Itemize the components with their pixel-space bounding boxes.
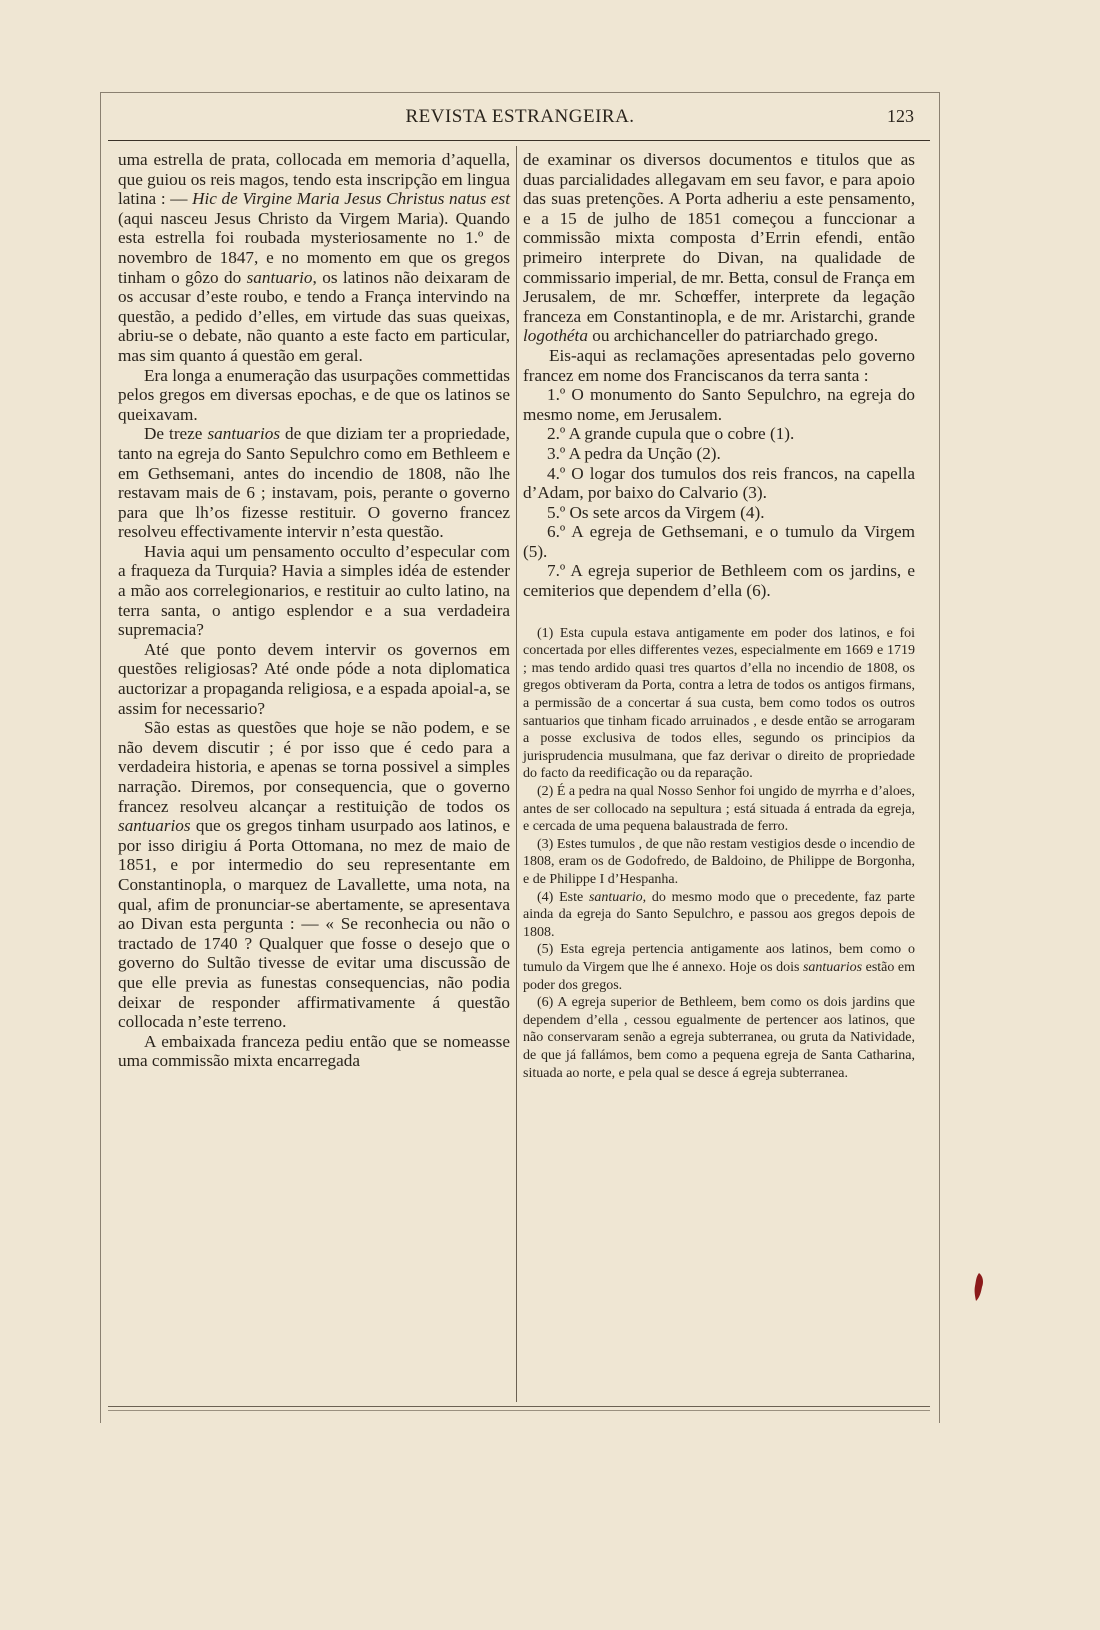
footnotes: [523, 625, 915, 1082]
paragraph: [523, 150, 915, 346]
list-item: 6.º A egreja de Gethsemani, e o tumulo da Virgem (5).: [523, 522, 915, 561]
italic-term: santuario: [246, 267, 313, 287]
footnote: (6) A egreja superior de Bethleem, bem como os dois jardins que dependem d’ella , cessou egualmente de pertencer aos latinos, que não conservaram senão a egreja subterranea, ou gruta da Natividade, de que já fallámos, bem como a pequena egreja de Santa Catharina, situada ao norte, e pela qual se desce á egreja subterranea.: [523, 995, 915, 1081]
list-item: 2.º A grande cupula que o cobre (1).: [547, 424, 795, 444]
text-run: estão em poder dos gregos.: [523, 959, 916, 993]
text-run: uma estrella de prata, collocada em memoria d’aquella, que guiou os reis magos, tendo esta inscripção em lingua latina : —: [118, 150, 510, 209]
paragraph: [118, 150, 510, 366]
text-run: (5) Esta egreja pertencia antigamente aos latinos, bem como o tumulo da Virgem que lhe é annexo. Hoje os dois: [523, 942, 915, 975]
list-item: 1.º O monumento do Santo Sepulchro, na egreja do mesmo nome, em Jerusalem.: [523, 385, 915, 424]
ink-blot-mark: [972, 1272, 986, 1302]
list-item: 3.º A pedra da Unção (2).: [547, 443, 721, 463]
footnote: (2) É a pedra na qual Nosso Senhor foi ungido de myrrha e d’aloes, antes de ser collocado na sepultura ; está situada á entrada da egreja, e cercada de uma pequena balaustrada de ferro.: [523, 784, 915, 835]
text-run: ou archichanceller do patriarchado grego.: [587, 326, 879, 346]
footnote: [523, 941, 915, 994]
italic-term: santuarios: [207, 424, 281, 444]
text-run: São estas as questões que hoje se não podem, e se não devem discutir ; é por isso que é cedo para a verdadeira historia, e apenas se torna possivel a simples narração. Diremos, por consequencia, que o governo francez resolveu alcançar a restituição de todos os: [118, 718, 510, 816]
text-run: que os gregos tinham usurpado aos latinos, e por isso dirigiu á Porta Ottomana, no mez de maio de 1851, e por intermedio do seu representante em Constantinopla, o marquez de Lavallette, uma nota, na qual, afim de pronunciar-se abertamente, se apresentava ao Divan esta pergunta : — « Se reconhecia ou não o tractado de 1740 ? Qualquer que fosse o desejo que o governo do Sultão tivesse de evitar uma discussão de que elle previa as funestas consequencias, não podia deixar de responder affirmativamente á questão collocada n’este terreno.: [118, 816, 510, 1032]
paragraph: Era longa a enumeração das usurpações commettidas pelos gregos em diversas epochas, e de que os latinos se queixavam.: [118, 365, 510, 424]
bottom-rule: [108, 1406, 930, 1407]
bottom-rule-thin: [108, 1410, 930, 1411]
claims-list: [523, 385, 915, 601]
text-run: de examinar os diversos documentos e titulos que as duas parcialidades allegavam em seu favor, e para apoio das suas pretenções. A Porta adheriu a este pensamento, e a 15 de julho de 1851 começou a funccionar a commissão mixta composta d’Errin efendi, então primeiro interprete do Divan, na qualidade de commissario imperial, de mr. Betta, consul de França em Jerusalem, de mr. Schœffer, interprete da legação franceza em Constantinopla, e de mr. Aristarchi, grande: [523, 150, 915, 326]
italic-term: logothéta: [523, 326, 588, 346]
footnote: (1) Esta cupula estava antigamente em poder dos latinos, e foi concertada por elles differentes vezes, especialmente em 1669 e 1719 ; mas tendo ardido quasi tres quartos d’ella no incendio de 1808, os gregos obtiveram da Porta, contra a letra de todos os antigos firmans, a permissão de a concertar á sua custa, bem como todos os outros santuarios que tinham ficado arruinados , e desde então se arrogaram a posse exclusiva de todos elles, segundo os principios da jurisprudencia musulmana, que faz derivar o direito de propriedade do facto da reedificação ou da reparação.: [523, 625, 915, 782]
notes-separator: [523, 601, 915, 625]
left-column: [118, 150, 510, 1071]
latin-inscription: Hic de Virgine Maria Jesus Christus natus est: [192, 189, 511, 209]
footnote: [523, 889, 915, 942]
footnote: (3) Estes tumulos , de que não restam vestigios desde o incendio de 1808, eram os de Godofredo, de Baldoino, de Philippe de Borgonha, e de Philippe I d’Hespanha.: [523, 836, 915, 887]
column-divider: [516, 146, 517, 1402]
text-run: , do mesmo modo que o precedente, faz parte ainda da egreja do Santo Sepulchro, e passou aos gregos depois de 1808.: [523, 889, 915, 940]
list-item: 7.º A egreja superior de Bethleem com os jardins, e cemiterios que dependem d’ella (6).: [523, 561, 915, 601]
header-rule: [108, 140, 930, 141]
italic-term: santuarios: [802, 959, 863, 975]
list-item: 4.º O logar dos tumulos dos reis francos, na capella d’Adam, por baixo do Calvario (3).: [523, 463, 915, 503]
paragraph: Havia aqui um pensamento occulto d’especular com a fraqueza da Turquia? Havia a simples idéa de estender a mão aos correlegionarios, e restituir ao culto latino, na terra santa, o antigo esplendor e a sua verdadeira supremacia?: [118, 541, 510, 640]
text-run: , os latinos não deixaram de os accusar d’este roubo, e tendo a França intervindo na questão, a pedido d’elles, em virtude das suas queixas, abriu-se o debate, não quanto a este facto em particular, mas sim quanto á questão em geral.: [118, 267, 510, 365]
paragraph: A embaixada franceza pediu então que se nomeasse uma commissão mixta encarregada: [118, 1031, 510, 1071]
paragraph: Até que ponto devem intervir os governos em questões religiosas? Até onde póde a nota diplomatica auctorizar a propaganda religiosa, e a espada apoial-a, se assim for necessario?: [118, 639, 510, 718]
italic-term: santuarios: [118, 816, 191, 836]
right-column: [523, 150, 915, 1082]
text-run: De treze: [144, 424, 208, 444]
running-title: REVISTA ESTRANGEIRA.: [405, 106, 635, 127]
list-item: 5.º Os sete arcos da Virgem (4).: [547, 502, 765, 522]
page-number: 123: [887, 106, 914, 126]
text-run: de que diziam ter a propriedade, tanto na egreja do Santo Sepulchro como em Bethleem e em Gethsemani, antes do incendio de 1808, não lhe restavam mais de 6 ; instavam, pois, perante o governo para que lh’os fizesse restituir. O governo francez resolveu effectivamente intervir n’esta questão.: [118, 424, 510, 542]
paragraph: [118, 424, 510, 542]
text-run: (4) Este: [537, 889, 589, 905]
running-header: [120, 106, 920, 138]
text-run: (aqui nasceu Jesus Christo da Virgem Maria). Quando esta estrella foi roubada mysteriosamente no 1.º de novembro de 1847, e no momento em que os gregos tinham o gôzo do: [118, 208, 510, 287]
italic-term: santuario: [588, 889, 643, 905]
paragraph: [118, 718, 510, 1032]
paragraph: Eis-aqui as reclamações apresentadas pelo governo francez em nome dos Franciscanos da terra santa :: [523, 345, 915, 385]
